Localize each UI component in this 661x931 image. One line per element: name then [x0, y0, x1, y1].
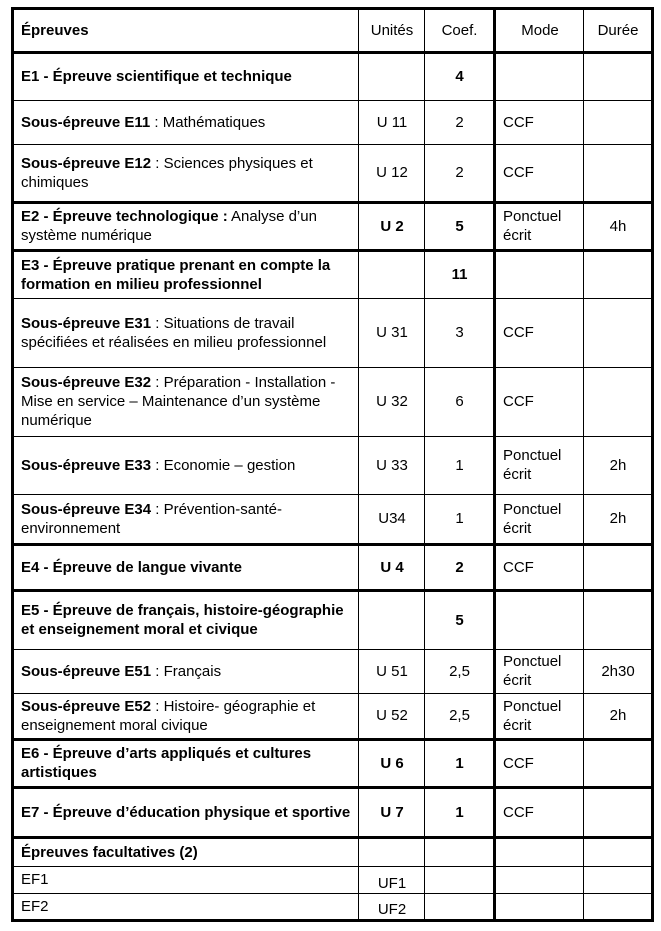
epreuve-cell — [13, 591, 359, 650]
header-unites: Unités — [359, 9, 425, 53]
epreuve-detail: : Economie – gestion — [151, 456, 296, 474]
epreuve-title: E1 - Épreuve scientifique et technique — [21, 68, 292, 85]
epreuve-detail: : Préparation - Installation - Mise en service – Maintenance d’un système numérique — [21, 374, 336, 429]
mode-cell — [495, 251, 584, 299]
mode-cell: CCF — [495, 545, 584, 591]
epreuve-title: E2 - Épreuve technologique : — [21, 208, 228, 225]
epreuve-cell — [13, 740, 359, 788]
mode-cell: CCF — [495, 740, 584, 788]
coef-cell: 1 — [425, 495, 495, 545]
mode-cell — [495, 867, 584, 894]
header-mode: Mode — [495, 9, 584, 53]
duree-cell — [584, 838, 653, 867]
mode-cell — [495, 894, 584, 921]
coef-cell: 11 — [425, 251, 495, 299]
coef-cell — [425, 838, 495, 867]
coef-cell: 2,5 — [425, 694, 495, 740]
epreuve-detail: : Situations de travail spécifiées et réalisées en milieu professionnel — [21, 314, 327, 351]
duree-cell — [584, 545, 653, 591]
mode-cell: Ponctuel écrit — [495, 650, 584, 694]
duree-cell: 2h — [584, 437, 653, 495]
mode-cell: CCF — [495, 145, 584, 203]
mode-cell: Ponctuel écrit — [495, 495, 584, 545]
unite-cell: UF2 — [359, 894, 425, 921]
mode-cell: Ponctuel écrit — [495, 203, 584, 251]
epreuve-cell — [13, 867, 359, 894]
epreuve-cell — [13, 299, 359, 368]
coef-cell — [425, 867, 495, 894]
coef-cell — [425, 894, 495, 921]
unite-cell — [359, 251, 425, 299]
epreuve-cell — [13, 145, 359, 203]
epreuve-detail: : Histoire- géographie et enseignement moral civique — [21, 697, 316, 734]
epreuve-cell — [13, 788, 359, 838]
epreuve-cell — [13, 203, 359, 251]
unite-cell — [359, 838, 425, 867]
table-row — [13, 203, 653, 251]
epreuve-cell — [13, 495, 359, 545]
unite-cell: U 7 — [359, 788, 425, 838]
table-row — [13, 591, 653, 650]
unite-cell — [359, 53, 425, 101]
epreuve-detail: : Mathématiques — [150, 113, 266, 131]
epreuve-title: Sous-épreuve E51 — [21, 662, 152, 680]
header-duree: Durée — [584, 9, 653, 53]
table-row — [13, 437, 653, 495]
epreuve-cell — [13, 368, 359, 437]
duree-cell — [584, 145, 653, 203]
duree-cell — [584, 368, 653, 437]
epreuve-detail: : Français — [151, 662, 222, 680]
unite-cell: U 32 — [359, 368, 425, 437]
header-coef: Coef. — [425, 9, 495, 53]
epreuve-detail: EF1 — [21, 871, 49, 888]
duree-cell — [584, 53, 653, 101]
table-row — [13, 101, 653, 145]
mode-cell — [495, 53, 584, 101]
exam-table — [11, 7, 654, 922]
table-row — [13, 53, 653, 101]
epreuve-cell — [13, 838, 359, 867]
duree-cell — [584, 740, 653, 788]
coef-cell: 5 — [425, 591, 495, 650]
mode-cell — [495, 591, 584, 650]
table-row — [13, 145, 653, 203]
mode-cell: Ponctuel écrit — [495, 437, 584, 495]
duree-cell — [584, 101, 653, 145]
duree-cell — [584, 591, 653, 650]
duree-cell — [584, 299, 653, 368]
unite-cell: U 11 — [359, 101, 425, 145]
table-row — [13, 368, 653, 437]
epreuve-cell — [13, 101, 359, 145]
unite-cell: U 6 — [359, 740, 425, 788]
epreuve-cell — [13, 437, 359, 495]
mode-cell — [495, 838, 584, 867]
table-row — [13, 867, 653, 894]
table-row — [13, 495, 653, 545]
epreuve-cell — [13, 894, 359, 921]
epreuve-cell — [13, 650, 359, 694]
unite-cell: U 33 — [359, 437, 425, 495]
epreuve-title: E3 - Épreuve pratique prenant en compte la formation en milieu professionnel — [21, 256, 331, 293]
duree-cell — [584, 251, 653, 299]
duree-cell — [584, 788, 653, 838]
coef-cell: 5 — [425, 203, 495, 251]
coef-cell: 1 — [425, 788, 495, 838]
table-row — [13, 251, 653, 299]
coef-cell: 3 — [425, 299, 495, 368]
epreuve-title: Sous-épreuve E34 — [21, 500, 152, 518]
epreuve-title: E4 - Épreuve de langue vivante — [21, 558, 242, 576]
table-row — [13, 894, 653, 921]
table-row — [13, 838, 653, 867]
unite-cell: U 4 — [359, 545, 425, 591]
epreuve-title: Sous-épreuve E31 — [21, 314, 152, 332]
header-epreuves: Épreuves — [13, 9, 359, 53]
coef-cell: 1 — [425, 740, 495, 788]
table-row — [13, 650, 653, 694]
coef-cell: 6 — [425, 368, 495, 437]
mode-cell: CCF — [495, 299, 584, 368]
epreuve-cell — [13, 694, 359, 740]
coef-cell: 2,5 — [425, 650, 495, 694]
header-row — [13, 9, 653, 53]
epreuve-title: Sous-épreuve E52 — [21, 697, 152, 715]
mode-cell: CCF — [495, 788, 584, 838]
coef-cell: 2 — [425, 101, 495, 145]
unite-cell: U 52 — [359, 694, 425, 740]
epreuve-title: E7 - Épreuve d’éducation physique et sportive — [21, 803, 351, 821]
duree-cell: 2h30 — [584, 650, 653, 694]
unite-cell: U 12 — [359, 145, 425, 203]
epreuve-title: Sous-épreuve E12 — [21, 154, 152, 172]
duree-cell: 2h — [584, 495, 653, 545]
epreuve-detail: : Sciences physiques et chimiques — [21, 154, 313, 191]
epreuve-detail: : Prévention-santé-environnement — [21, 500, 282, 537]
coef-cell: 4 — [425, 53, 495, 101]
mode-cell: CCF — [495, 368, 584, 437]
table-row — [13, 299, 653, 368]
unite-cell — [359, 591, 425, 650]
duree-cell: 4h — [584, 203, 653, 251]
coef-cell: 2 — [425, 545, 495, 591]
coef-cell: 1 — [425, 437, 495, 495]
duree-cell: 2h — [584, 694, 653, 740]
table-row — [13, 740, 653, 788]
epreuve-title: E5 - Épreuve de français, histoire-géographie et enseignement moral et civique — [21, 602, 344, 638]
duree-cell — [584, 894, 653, 921]
epreuve-title: E6 - Épreuve d’arts appliqués et cultures artistiques — [21, 745, 312, 781]
epreuve-title: Sous-épreuve E33 — [21, 456, 152, 474]
epreuve-cell — [13, 251, 359, 299]
epreuve-detail: EF2 — [21, 897, 49, 915]
unite-cell: U34 — [359, 495, 425, 545]
epreuve-cell — [13, 545, 359, 591]
epreuve-detail: Analyse d’un système numérique — [21, 208, 317, 244]
unite-cell: U 31 — [359, 299, 425, 368]
unite-cell: UF1 — [359, 867, 425, 894]
table-row — [13, 788, 653, 838]
table-row — [13, 545, 653, 591]
table-row — [13, 694, 653, 740]
duree-cell — [584, 867, 653, 894]
unite-cell: U 2 — [359, 203, 425, 251]
unite-cell: U 51 — [359, 650, 425, 694]
coef-cell: 2 — [425, 145, 495, 203]
epreuve-title: Sous-épreuve E11 — [21, 113, 151, 131]
epreuve-title: Épreuves facultatives (2) — [21, 843, 198, 861]
epreuve-title: Sous-épreuve E32 — [21, 374, 152, 391]
epreuve-cell — [13, 53, 359, 101]
mode-cell: Ponctuel écrit — [495, 694, 584, 740]
mode-cell: CCF — [495, 101, 584, 145]
